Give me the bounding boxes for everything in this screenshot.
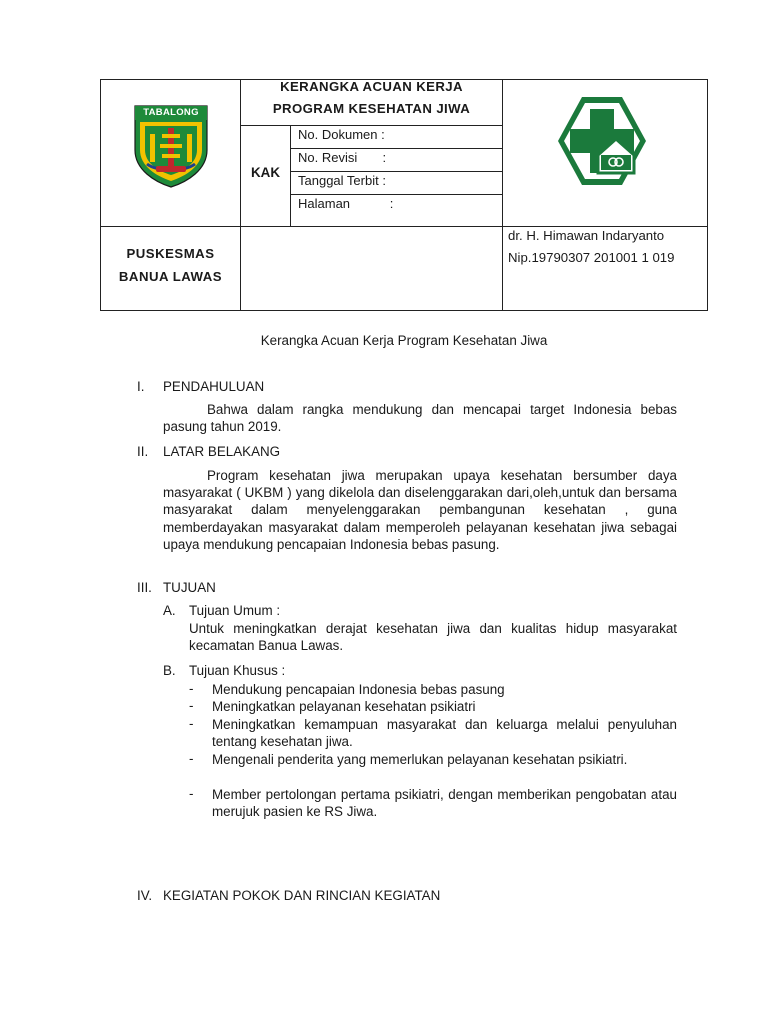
subsection-label: B. <box>163 663 176 678</box>
bullet-marker: - <box>189 698 194 713</box>
section-paragraph: Bahwa dalam rangka mendukung dan mencapai target Indonesia bebas pasung tahun 2019. <box>163 402 677 435</box>
table-divider <box>290 171 502 172</box>
bullet-marker: - <box>189 751 194 766</box>
doc-title-line2: PROGRAM KESEHATAN JIWA <box>272 101 471 116</box>
field-no-revisi: No. Revisi : <box>298 150 387 165</box>
bullet-marker: - <box>189 681 194 696</box>
doc-title-line1: KERANGKA ACUAN KERJA <box>280 79 463 94</box>
section-number: III. <box>137 580 152 595</box>
list-item: Member pertolongan pertama psikiatri, dengan memberikan pengobatan atau merujuk pasien ke RS Jiwa. <box>212 787 677 820</box>
puskesmas-logo-icon <box>554 93 650 189</box>
subsection-text: Untuk meningkatkan derajat kesehatan jiwa dan kualitas hidup masyarakat kecamatan Banua Lawas. <box>189 621 677 654</box>
section-number: II. <box>137 444 149 459</box>
kak-label: KAK <box>250 165 280 180</box>
list-item: Mendukung pencapaian Indonesia bebas pasung <box>212 682 505 697</box>
logo-banner-text: TABALONG <box>143 107 199 118</box>
document-title: Kerangka Acuan Kerja Program Kesehatan Jiwa <box>260 333 548 348</box>
table-divider <box>100 226 708 227</box>
institution-line1: PUSKESMAS <box>126 246 215 261</box>
bullet-marker: - <box>189 786 194 801</box>
section-heading: LATAR BELAKANG <box>163 444 281 459</box>
subsection-title: Tujuan Umum : <box>189 603 281 618</box>
signatory-name: dr. H. Himawan Indaryanto <box>508 228 665 243</box>
section-heading: KEGIATAN POKOK DAN RINCIAN KEGIATAN <box>163 888 441 903</box>
field-no-dokumen: No. Dokumen : <box>298 127 385 142</box>
list-item: Mengenali penderita yang memerlukan pelayanan kesehatan psikiatri. <box>212 752 628 767</box>
bullet-marker: - <box>189 716 194 731</box>
signatory-nip: Nip.19790307 201001 1 019 <box>508 250 675 265</box>
table-divider <box>240 125 502 126</box>
section-number: I. <box>137 379 145 394</box>
field-halaman: Halaman : <box>298 196 394 211</box>
table-divider <box>290 194 502 195</box>
section-heading: TUJUAN <box>163 580 216 595</box>
subsection-title: Tujuan Khusus : <box>189 663 286 678</box>
subsection-label: A. <box>163 603 176 618</box>
list-item: Meningkatkan kemampuan masyarakat dan keluarga melalui penyuluhan tentang kesehatan jiwa. <box>212 717 677 750</box>
section-paragraph: Program kesehatan jiwa merupakan upaya kesehatan bersumber daya masyarakat ( UKBM ) yang dikelola dan diselenggarakan dari,oleh,untuk dan bersama masyarakat dalam menyelenggarakan pembangunan kesehatan , guna memberdayakan masyarakat dalam memperoleh pelayanan kesehatan jiwa sebagai upaya mendukung pencapaian Indonesia bebas pasung. <box>163 468 677 552</box>
list-item: Meningkatkan pelayanan kesehatan psikiatri <box>212 699 476 714</box>
institution-line2: BANUA LAWAS <box>118 269 223 284</box>
table-divider <box>290 125 291 227</box>
section-heading: PENDAHULUAN <box>163 379 265 394</box>
section-number: IV. <box>137 888 153 903</box>
table-divider <box>502 79 503 311</box>
table-divider <box>290 148 502 149</box>
field-tanggal-terbit: Tanggal Terbit : <box>298 173 386 188</box>
